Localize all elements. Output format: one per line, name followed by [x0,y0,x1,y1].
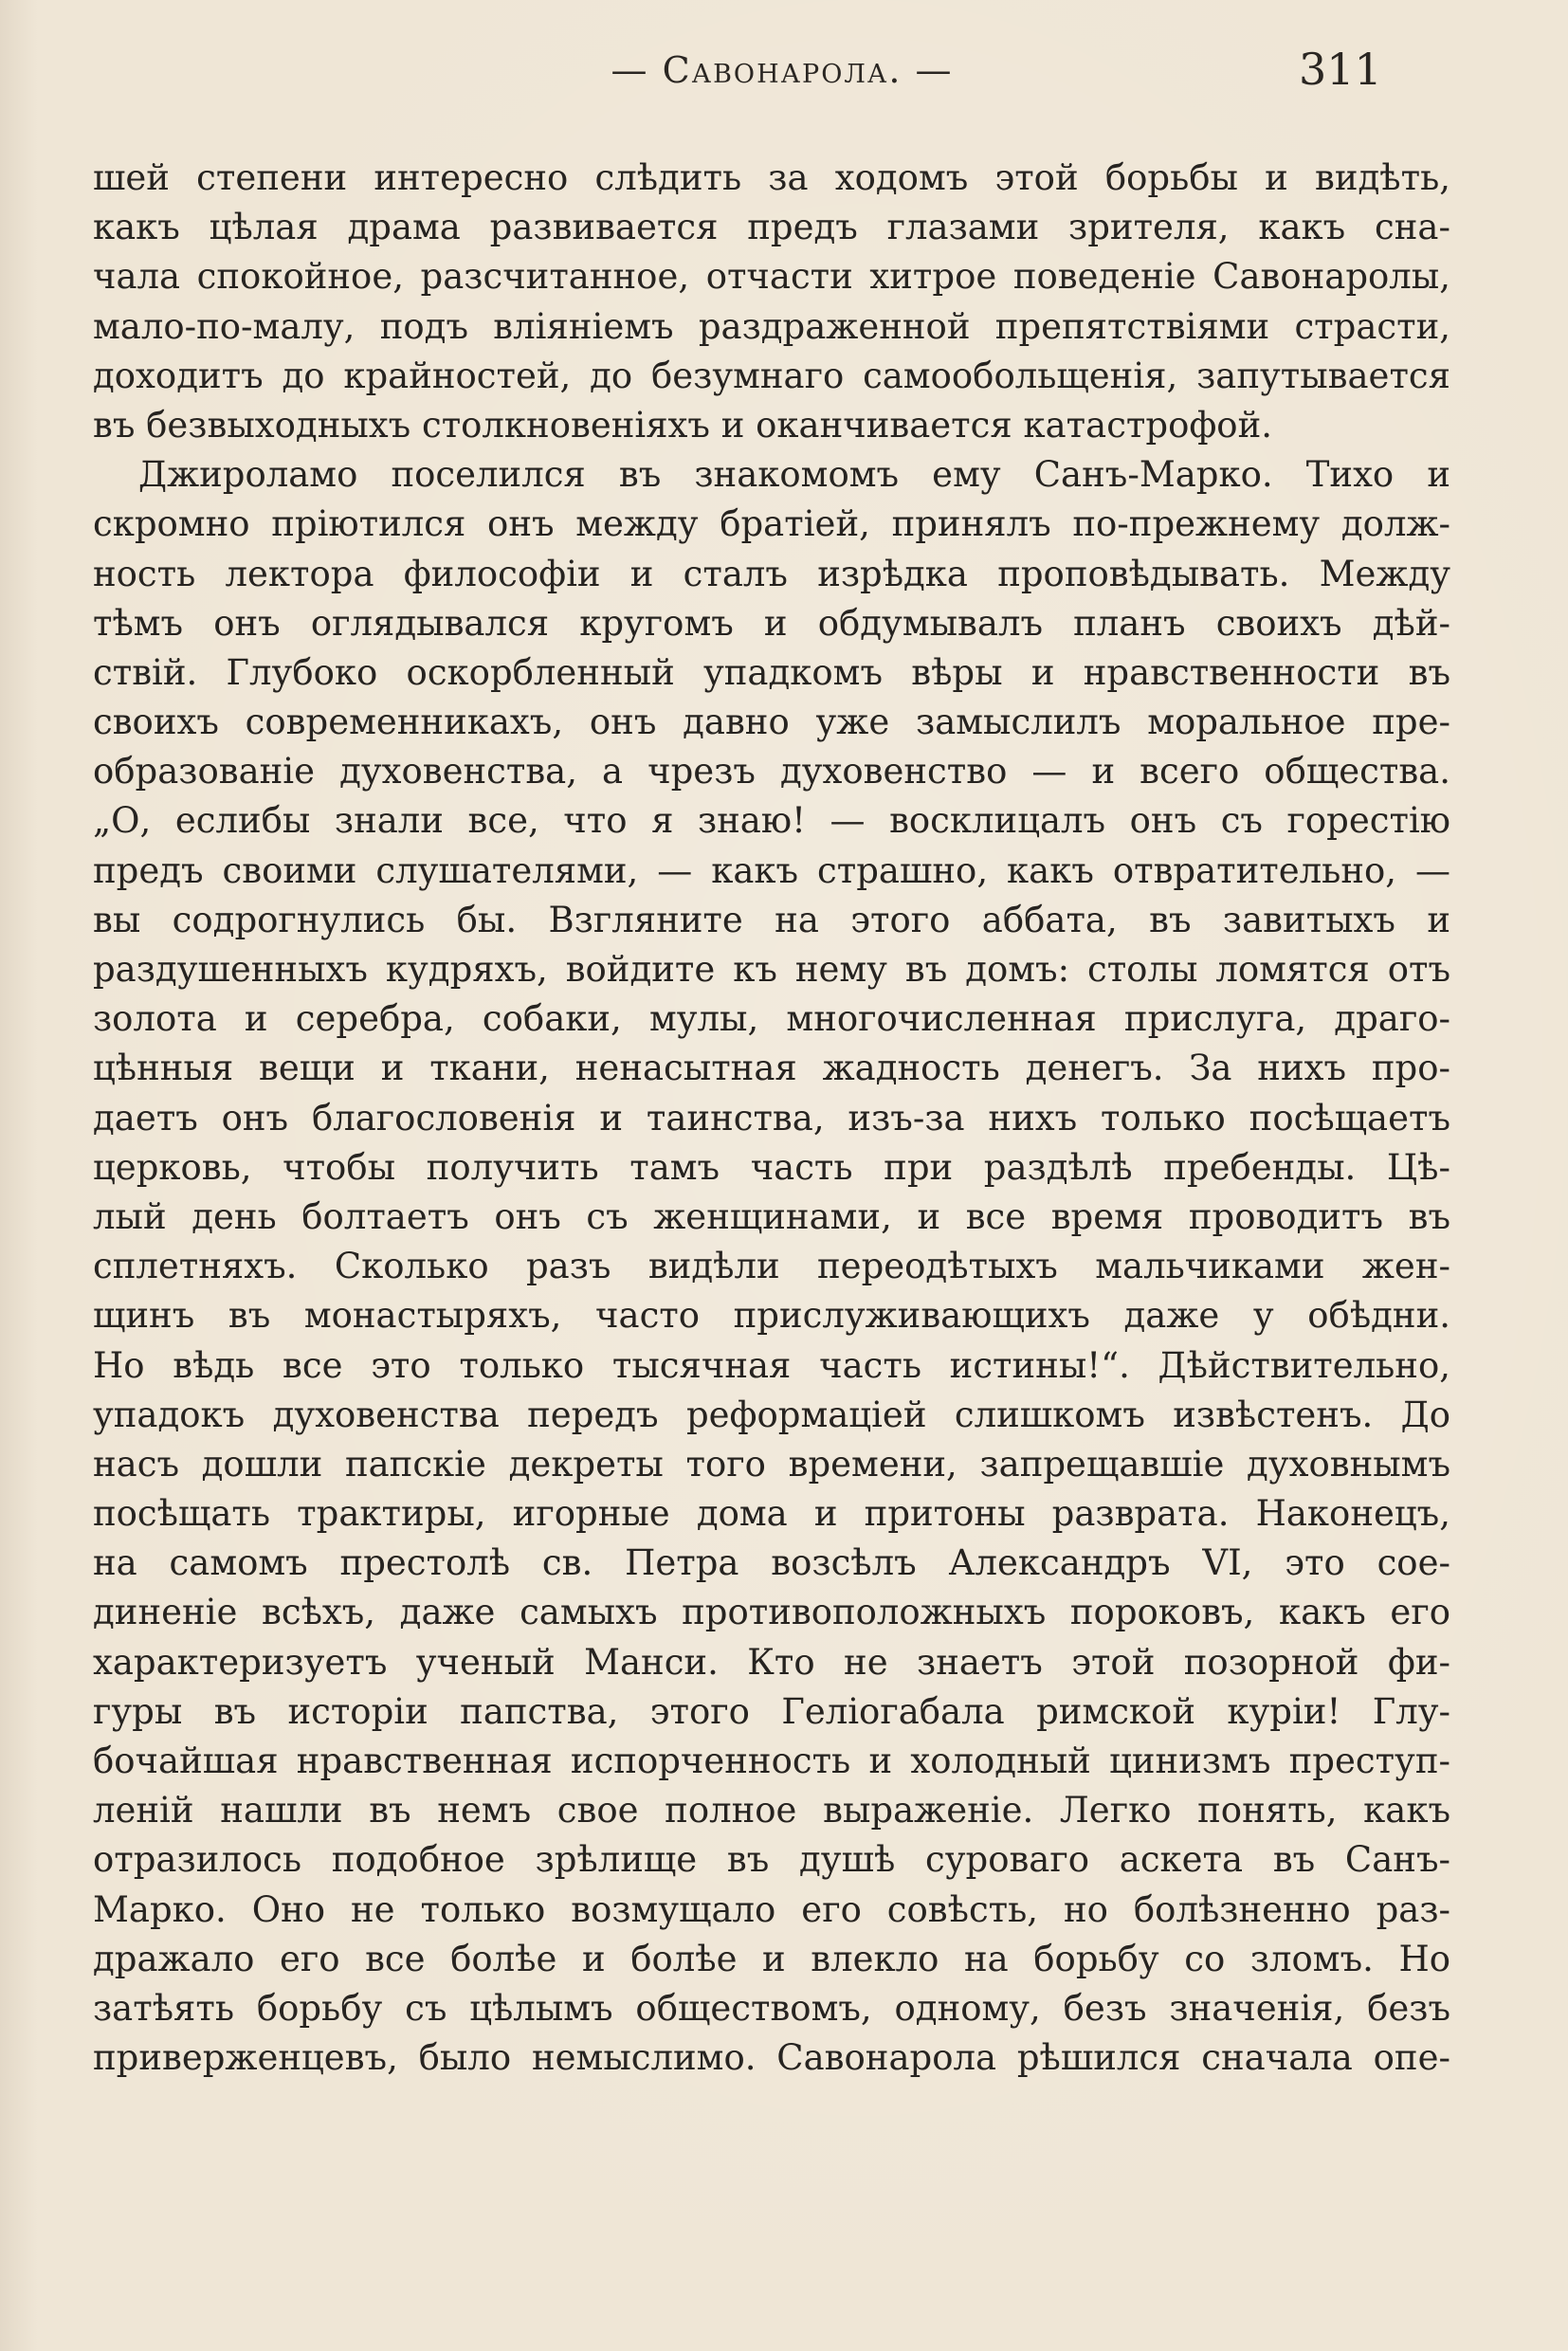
text-line: бочайшая нравственная испорченность и холодный цинизмъ преступ- [93,1740,1450,1781]
text-line: даетъ онъ благословенія и таинства, изъ-за нихъ только посѣщаетъ [93,1097,1450,1139]
text-line: „О, еслибы знали все, что я знаю! — восклицалъ онъ съ горестію [93,800,1450,842]
text-line: Но вѣдь все это только тысячная часть истины!“. Дѣйствительно, [93,1344,1450,1386]
text-line: посѣщать трактиры, игорные дома и притоны разврата. Наконецъ, [93,1493,1450,1535]
text-line: чала спокойное, разсчитанное, отчасти хитрое поведеніе Савонаролы, [93,256,1450,298]
text-line: доходитъ до крайностей, до безумнаго самообольщенія, запутывается [93,355,1450,396]
text-line: предъ своими слушателями, — какъ страшно, какъ отвратительно, — [93,849,1450,891]
text-line: церковь, чтобы получить тамъ часть при раздѣлѣ пребенды. Цѣ- [93,1146,1450,1188]
text-line: шей степени интересно слѣдить за ходомъ этой борьбы и видѣть, [93,157,1450,198]
text-line: дражало его все болѣе и болѣе и влекло на борьбу со зломъ. Но [93,1938,1450,1979]
text-line: своихъ современникахъ, онъ давно уже замыслилъ моральное пре- [93,702,1450,743]
text-line: на самомъ престолѣ св. Петра возсѣлъ Александръ VI, это сое- [93,1542,1450,1584]
text-line: упадокъ духовенства передъ реформаціей слишкомъ извѣстенъ. До [93,1394,1450,1435]
text-line: мало-по-малу, подъ вліяніемъ раздраженной препятствіями страсти, [93,305,1450,347]
text-line: сплетняхъ. Сколько разъ видѣли переодѣтыхъ мальчиками жен- [93,1246,1450,1287]
text-line: приверженцевъ, было немыслимо. Савонарола рѣшился сначала опе- [93,2037,1450,2079]
text-line: леній нашли въ немъ свое полное выраженіе. Легко понять, какъ [93,1790,1450,1832]
text-line: ствій. Глубоко оскорбленный упадкомъ вѣры и нравственности въ [93,651,1450,693]
text-line: образованіе духовенства, а чрезъ духовенство — и всего общества. [93,751,1450,793]
text-line: тѣмъ онъ оглядывался кругомъ и обдумывалъ планъ своихъ дѣй- [93,602,1450,644]
text-line: характеризуетъ ученый Манси. Кто не знаетъ этой позорной фи- [93,1641,1450,1683]
text-line: затѣять борьбу съ цѣлымъ обществомъ, одному, безъ значенія, безъ [93,1987,1450,2029]
text-line: диненіе всѣхъ, даже самыхъ противоположныхъ пороковъ, какъ его [93,1592,1450,1633]
text-line: щинъ въ монастыряхъ, часто прислуживающихъ даже у обѣдни. [93,1295,1450,1337]
text-line: гуры въ исторіи папства, этого Геліогабала римской куріи! Глу- [93,1690,1450,1732]
text-line: вы содрогнулись бы. Взгляните на этого аббата, въ завитыхъ и [93,899,1450,940]
text-line: насъ дошли папскіе декреты того времени, запрещавшіе духовнымъ [93,1443,1450,1485]
paragraph-start-line: Джироламо поселился въ знакомомъ ему Санъ-Марко. Тихо и [138,454,1450,496]
page-number: 311 [1299,44,1382,95]
body-text [93,154,1450,2083]
text-line: раздушенныхъ кудряхъ, войдите къ нему въ домъ: столы ломятся отъ [93,949,1450,990]
running-title: — Савонарола. — [611,49,954,91]
text-line: золота и серебра, собаки, мулы, многочисленная прислуга, драго- [93,998,1450,1040]
text-line: Марко. Оно не только возмущало его совѣсть, но болѣзненно раз- [93,1888,1450,1930]
text-line: въ безвыходныхъ столкновеніяхъ и оканчивается катастрофой. [93,404,1272,446]
text-line: отразилось подобное зрѣлище въ душѣ суроваго аскета въ Санъ- [93,1839,1450,1881]
text-line: скромно пріютился онъ между братіей, принялъ по-прежнему долж- [93,503,1450,545]
text-line: лый день болтаетъ онъ съ женщинами, и все время проводитъ въ [93,1195,1450,1237]
text-line: цѣнныя вещи и ткани, ненасытная жадность денегъ. За нихъ про- [93,1048,1450,1089]
running-head [0,44,1568,106]
text-line: ность лектора философіи и сталъ изрѣдка проповѣдывать. Между [93,553,1450,594]
text-line: какъ цѣлая драма развивается предъ глазами зрителя, какъ сна- [93,207,1450,248]
